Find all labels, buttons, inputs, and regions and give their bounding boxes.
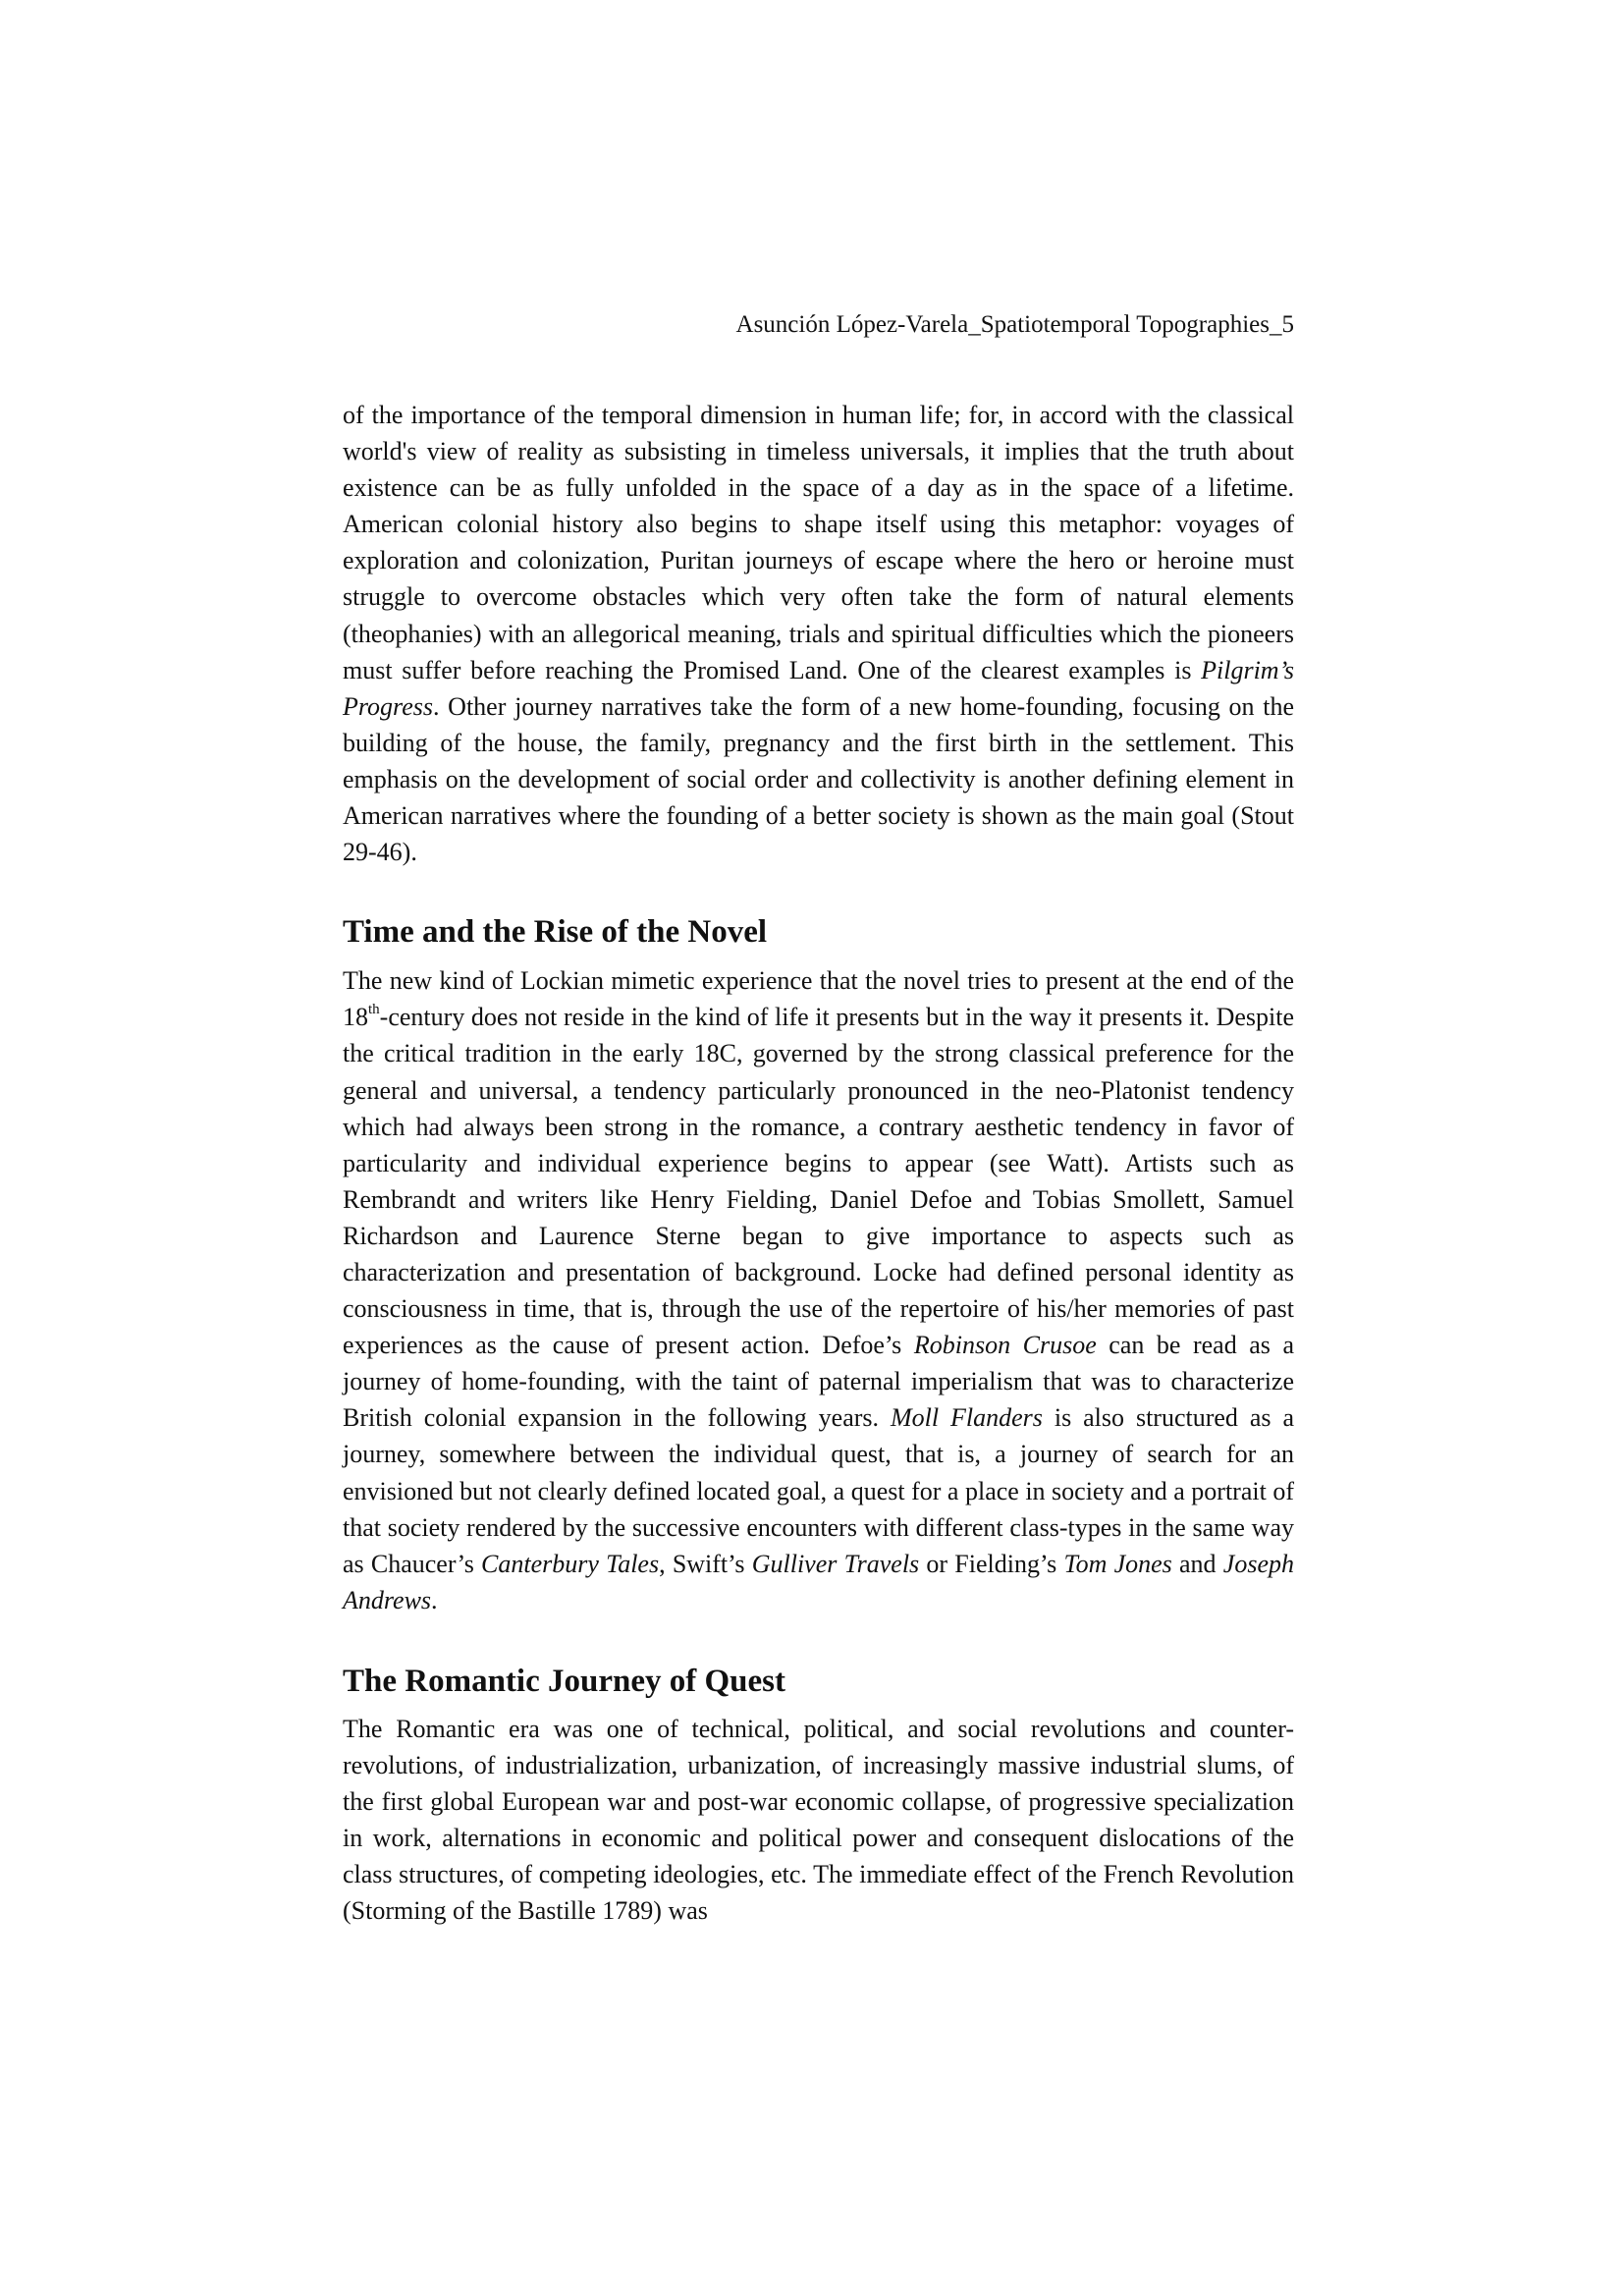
text-run: , Swift’s	[659, 1549, 752, 1578]
superscript-th: th	[368, 1001, 380, 1017]
text-run: and	[1171, 1549, 1223, 1578]
title-robinson-crusoe: Robinson Crusoe	[913, 1331, 1097, 1360]
text-run: The new kind of Lockian mimetic experience that the novel tries to present at the end of the 18	[343, 966, 1294, 1032]
section-heading-romantic-journey: The Romantic Journey of Quest	[343, 1663, 785, 1699]
running-head: Asunción López-Varela_Spatiotemporal Topographies_5	[735, 311, 1294, 338]
text-run: -century does not reside in the kind of life it presents but in the way it presents it. Despite the critical tradition in the early 18C, governed by the strong classical preference for the general and universal, a tendency particularly pronounced in the neo-Platonist tendency which had always been strong in the romance, a contrary aesthetic tendency in favor of particularity and individual experience begins to appear (see Watt). Artists such as Rembrandt and writers like Henry Fielding, Daniel Defoe and Tobias Smollett, Samuel Richardson and Laurence Sterne began to give importance to aspects such as characterization and presentation of background. Locke had defined personal identity as consciousness in time, that is, through the use of the repertoire of his/her memories of past experiences as the cause of present action. Defoe’s	[343, 1003, 1294, 1360]
title-tom-jones: Tom Jones	[1063, 1549, 1172, 1578]
text-run: or Fielding’s	[919, 1549, 1064, 1578]
title-gulliver-travels: Gulliver Travels	[751, 1549, 920, 1578]
text-run: .	[431, 1585, 438, 1614]
section-heading-rise-of-novel: Time and the Rise of the Novel	[343, 914, 768, 951]
text-run: is also structured as a journey, somewhere between the individual quest, that is, a journey of search for an envisioned but not clearly defined located goal, a quest for a place in society and a portrait of that society rendered by the successive encounters with different class-types in the same way as Chaucer’s	[343, 1403, 1294, 1578]
title-pilgrims-progress: Pilgrim’s Progress	[343, 655, 1294, 721]
text-run: can be read as a journey of home-founding, with the taint of paternal imperialism that was to characterize British colonial expansion in the following years.	[343, 1331, 1295, 1433]
paragraph-romantic-journey: The Romantic era was one of technical, political, and social revolutions and counter-revolutions, of industrialization, urbanization, of increasingly massive industrial slums, of the first global European war and post-war economic collapse, of progressive specialization in work, alternations in economic and political power and consequent dislocations of the class structures, of competing ideologies, etc. The immediate effect of the French Revolution (Storming of the Bastille 1789) was	[343, 1714, 1294, 1926]
paragraph-rise-of-novel	[343, 962, 1294, 1618]
body-text-column	[343, 397, 1294, 1929]
title-moll-flanders: Moll Flanders	[890, 1403, 1043, 1433]
paragraph-intro	[343, 397, 1294, 870]
title-canterbury-tales: Canterbury Tales	[481, 1549, 660, 1578]
text-run: of the importance of the temporal dimension in human life; for, in accord with the classical world's view of reality as subsisting in timeless universals, it implies that the truth about existence can be as fully unfolded in the space of a day as in the space of a lifetime. American colonial history also begins to shape itself using this metaphor: voyages of exploration and colonization, Puritan journeys of escape where the hero or heroine must struggle to overcome obstacles which very often take the form of natural elements (theophanies) with an allegorical meaning, trials and spiritual difficulties which the pioneers must suffer before reaching the Promised Land. One of the clearest examples is	[343, 401, 1294, 684]
title-joseph-andrews: Joseph Andrews	[343, 1549, 1294, 1614]
text-run: . Other journey narratives take the form of a new home-founding, focusing on the building of the house, the family, pregnancy and the first birth in the settlement. This emphasis on the development of social order and collectivity is another defining element in American narratives where the founding of a better society is shown as the main goal (Stout 29-46).	[343, 691, 1294, 867]
